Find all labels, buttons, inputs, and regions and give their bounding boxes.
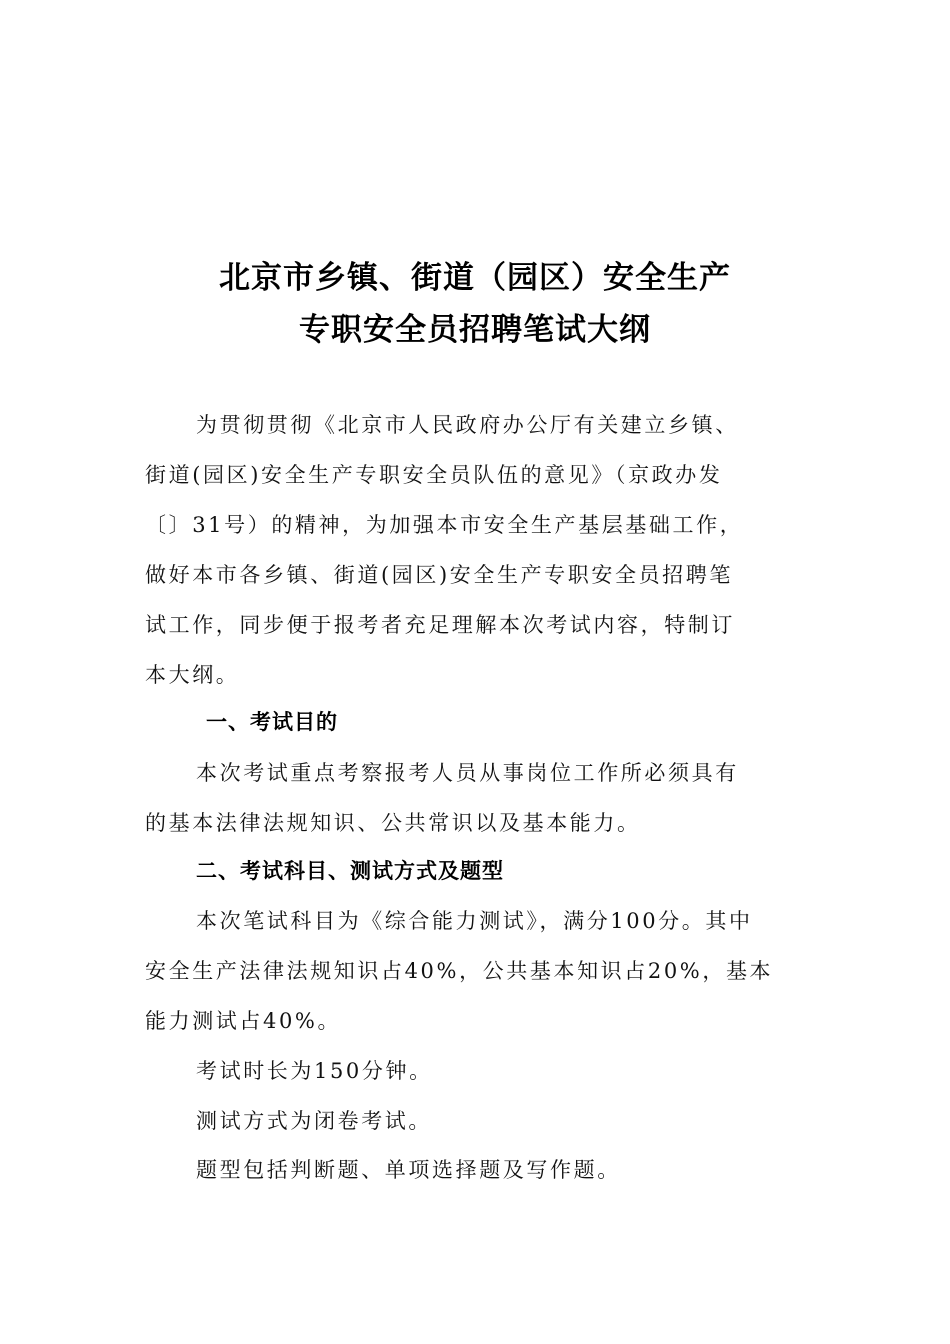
section-2-heading: 二、考试科目、测试方式及题型 xyxy=(196,859,504,883)
section-1-heading: 一、考试目的 xyxy=(206,710,338,734)
section-1-line-2: 的基本法律法规知识、公共常识以及基本能力。 xyxy=(145,811,641,835)
question-types-text: 题型包括判断题、单项选择题及写作题。 xyxy=(196,1158,621,1182)
exam-duration-text: 考试时长为150分钟。 xyxy=(196,1059,433,1083)
intro-line-2: 街道(园区)安全生产专职安全员队伍的意见》（京政办发 xyxy=(145,463,723,487)
intro-line-1: 为贯彻贯彻《北京市人民政府办公厅有关建立乡镇、 xyxy=(196,413,739,437)
intro-line-4: 做好本市各乡镇、街道(园区)安全生产专职安全员招聘笔 xyxy=(145,563,733,587)
intro-line-6: 本大纲。 xyxy=(145,663,240,687)
exam-method-text: 测试方式为闭卷考试。 xyxy=(196,1109,432,1133)
intro-line-3: 〔〕31号）的精神，为加强本市安全生产基层基础工作， xyxy=(145,513,744,537)
document-title-line-1: 北京市乡镇、街道（园区）安全生产 xyxy=(219,260,731,296)
section-1-line-1: 本次考试重点考察报考人员从事岗位工作所必须具有 xyxy=(196,761,739,785)
section-2-line-3: 能力测试占40%。 xyxy=(145,1009,342,1033)
document-title-line-2: 专职安全员招聘笔试大纲 xyxy=(299,312,651,348)
section-2-line-2: 安全生产法律法规知识占40%，公共基本知识占20%，基本 xyxy=(145,959,774,983)
section-2-line-1: 本次笔试科目为《综合能力测试》，满分100分。其中 xyxy=(196,909,753,933)
intro-line-5: 试工作，同步便于报考者充足理解本次考试内容，特制订 xyxy=(145,613,735,637)
